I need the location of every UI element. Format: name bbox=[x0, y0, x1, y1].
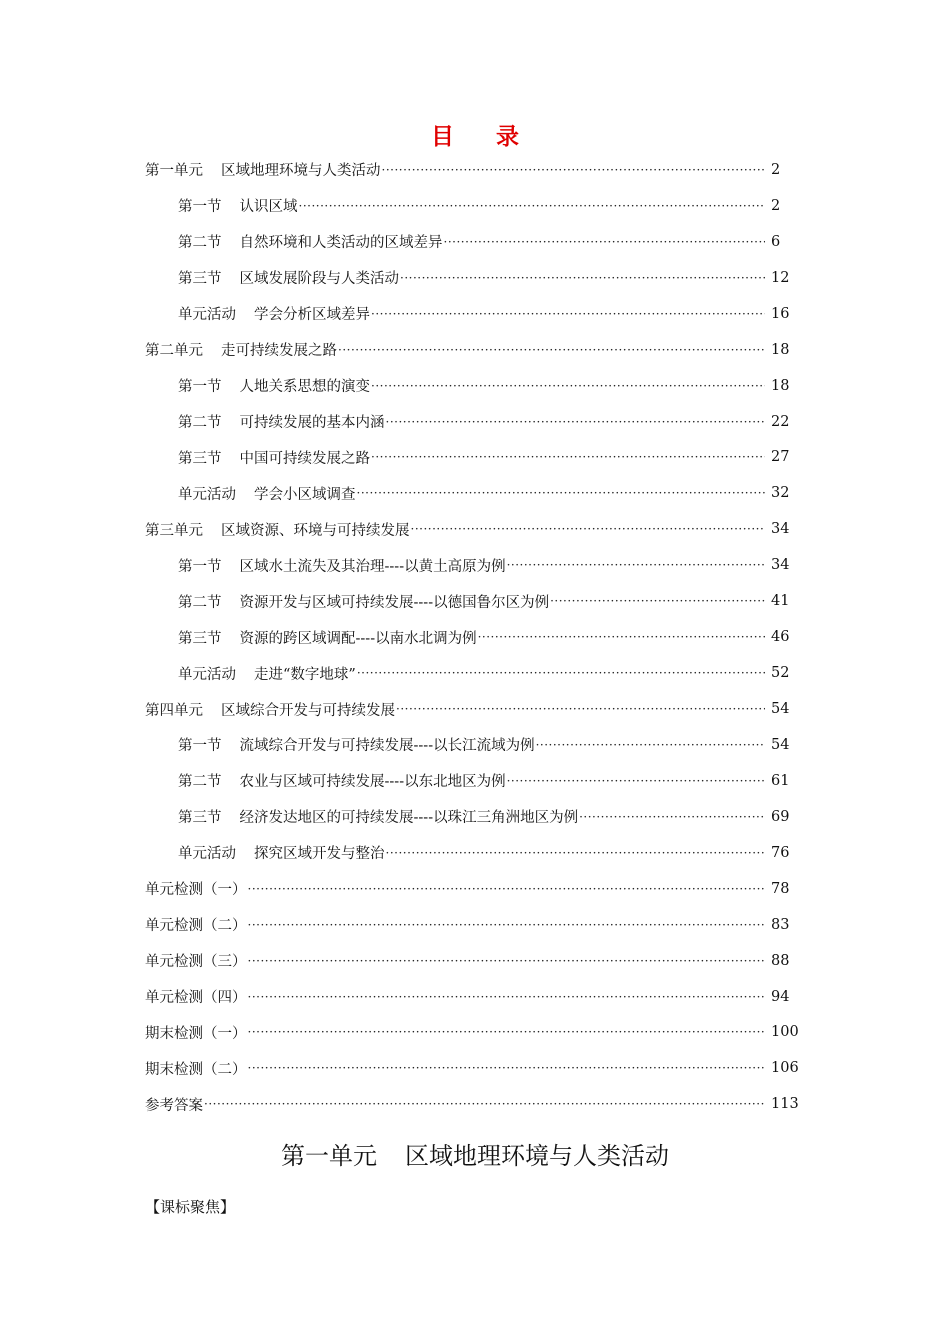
toc-dot-leader bbox=[248, 918, 766, 932]
toc-entry-text: 探究区域开发与整治 bbox=[254, 846, 385, 863]
toc-title bbox=[0, 118, 950, 151]
toc-entry-text: 自然环境和人类活动的区域差异 bbox=[239, 235, 443, 252]
toc-dot-leader bbox=[371, 450, 765, 464]
toc-entry-text: 单元检测（一） bbox=[145, 882, 247, 899]
toc-page-number: 18 bbox=[771, 341, 790, 358]
toc-dot-leader bbox=[411, 522, 766, 536]
toc-entry-label bbox=[178, 842, 385, 863]
toc-entry[interactable] bbox=[145, 943, 799, 979]
toc-entry-label bbox=[145, 1022, 247, 1043]
toc-entry[interactable] bbox=[145, 1015, 799, 1051]
toc-entry-number: 第一节 bbox=[178, 199, 222, 216]
toc-entry-text: 资源的跨区域调配----以南水北调为例 bbox=[239, 630, 477, 647]
toc-entry-label bbox=[178, 806, 578, 827]
toc-subentry[interactable] bbox=[145, 655, 799, 691]
toc-dot-leader bbox=[396, 702, 765, 716]
toc-entry-label bbox=[145, 950, 247, 971]
toc-entry-text: 中国可持续发展之路 bbox=[239, 450, 370, 467]
toc-entry-label bbox=[178, 555, 506, 576]
toc-dot-leader bbox=[204, 1097, 765, 1111]
toc-entry[interactable] bbox=[145, 332, 799, 368]
toc-dot-leader bbox=[536, 738, 765, 752]
toc-subentry[interactable] bbox=[145, 188, 799, 224]
toc-page-number: 12 bbox=[771, 269, 790, 286]
toc-dot-leader bbox=[400, 271, 765, 285]
toc-entry[interactable] bbox=[145, 871, 799, 907]
toc-entry-number: 第二节 bbox=[178, 235, 222, 252]
toc-dot-leader bbox=[371, 307, 765, 321]
toc-subentry[interactable] bbox=[145, 260, 799, 296]
unit-heading-number: 第一单元 bbox=[281, 1142, 377, 1170]
toc-entry[interactable] bbox=[145, 1086, 799, 1122]
toc-entry-text: 走进“数字地球” bbox=[254, 666, 356, 683]
toc-entry-number: 单元活动 bbox=[178, 486, 236, 503]
toc-entry-label bbox=[178, 663, 356, 684]
toc-subentry[interactable] bbox=[145, 296, 799, 332]
toc-entry[interactable] bbox=[145, 511, 799, 547]
toc-page-number: 61 bbox=[771, 772, 790, 789]
toc-page-number: 94 bbox=[771, 988, 790, 1005]
toc-entry[interactable] bbox=[145, 691, 799, 727]
toc-entry-number: 第三节 bbox=[178, 271, 222, 288]
toc-entry-label bbox=[145, 159, 381, 180]
toc-page-number: 22 bbox=[771, 413, 790, 430]
toc-entry-label bbox=[178, 627, 477, 648]
toc-entry-number: 第四单元 bbox=[145, 702, 203, 719]
toc-entry-label bbox=[145, 519, 410, 540]
toc-entry-label bbox=[145, 339, 337, 360]
unit-heading bbox=[0, 1136, 950, 1171]
toc-page-number: 18 bbox=[771, 377, 790, 394]
toc-entry-text: 资源开发与区域可持续发展----以德国鲁尔区为例 bbox=[239, 594, 550, 611]
toc-dot-leader bbox=[338, 343, 765, 357]
toc-entry[interactable] bbox=[145, 152, 799, 188]
toc-entry-label bbox=[145, 1094, 203, 1115]
toc-entry-number: 第一单元 bbox=[145, 163, 203, 180]
toc-entry-text: 区域综合开发与可持续发展 bbox=[221, 702, 395, 719]
toc-page-number: 100 bbox=[771, 1024, 799, 1041]
toc-page-number: 2 bbox=[771, 197, 781, 214]
toc-entry-text: 期末检测（二） bbox=[145, 1061, 247, 1078]
toc-entry-label bbox=[145, 1058, 247, 1079]
toc-entry-number: 第二单元 bbox=[145, 343, 203, 360]
toc-subentry[interactable] bbox=[145, 440, 799, 476]
toc-entry-label bbox=[178, 734, 535, 755]
toc-page-number: 69 bbox=[771, 808, 790, 825]
toc-entry-text: 学会小区域调查 bbox=[254, 486, 356, 503]
toc-entry-number: 第二节 bbox=[178, 774, 222, 791]
toc-dot-leader bbox=[507, 558, 765, 572]
toc-dot-leader bbox=[357, 666, 765, 680]
toc-entry-text: 走可持续发展之路 bbox=[221, 343, 337, 360]
toc-entry[interactable] bbox=[145, 907, 799, 943]
toc-entry-number: 第一节 bbox=[178, 558, 222, 575]
toc-entry-label bbox=[178, 447, 370, 468]
toc-title-char-2: 录 bbox=[496, 123, 519, 150]
toc-entry-text: 人地关系思想的演变 bbox=[239, 379, 370, 396]
toc-page-number: 113 bbox=[771, 1096, 799, 1113]
toc-page-number: 16 bbox=[771, 305, 790, 322]
toc-entry-number: 第一节 bbox=[178, 379, 222, 396]
toc-dot-leader bbox=[386, 415, 766, 429]
toc-page-number: 32 bbox=[771, 485, 790, 502]
toc-page-number: 76 bbox=[771, 844, 790, 861]
section-label: 【课标聚焦】 bbox=[145, 1198, 236, 1216]
toc-subentry[interactable] bbox=[145, 224, 799, 260]
toc-dot-leader bbox=[444, 235, 766, 249]
toc-entry-text: 经济发达地区的可持续发展----以珠江三角洲地区为例 bbox=[239, 810, 579, 827]
toc-dot-leader bbox=[507, 774, 765, 788]
toc-page-number: 83 bbox=[771, 916, 790, 933]
toc-entry-text: 期末检测（一） bbox=[145, 1025, 247, 1042]
toc-subentry[interactable] bbox=[145, 763, 799, 799]
toc-entry[interactable] bbox=[145, 1050, 799, 1086]
toc-subentry[interactable] bbox=[145, 547, 799, 583]
toc-entry-text: 可持续发展的基本内涵 bbox=[239, 415, 385, 432]
toc-entry-number: 第一节 bbox=[178, 738, 222, 755]
toc-page-number: 41 bbox=[771, 593, 790, 610]
toc-entry-text: 农业与区域可持续发展----以东北地区为例 bbox=[239, 774, 506, 791]
toc-page-number: 27 bbox=[771, 449, 790, 466]
toc-title-char-1: 目 bbox=[431, 123, 454, 150]
toc-entry-text: 流域综合开发与可持续发展----以长江流域为例 bbox=[239, 738, 535, 755]
toc-entry-label bbox=[145, 878, 247, 899]
toc-entry-text: 参考答案 bbox=[145, 1097, 203, 1114]
toc-page-number: 52 bbox=[771, 665, 790, 682]
toc-entry-label bbox=[178, 591, 549, 612]
toc-subentry[interactable] bbox=[145, 799, 799, 835]
toc-page-number: 54 bbox=[771, 736, 790, 753]
toc-entry-number: 第二节 bbox=[178, 415, 222, 432]
toc-dot-leader bbox=[478, 630, 765, 644]
toc-subentry[interactable] bbox=[145, 583, 799, 619]
unit-heading-text: 区域地理环境与人类活动 bbox=[405, 1142, 669, 1170]
toc-dot-leader bbox=[550, 594, 765, 608]
toc-entry-text: 学会分析区域差异 bbox=[254, 307, 370, 324]
toc-entry-number: 第二节 bbox=[178, 594, 222, 611]
toc-page-number: 78 bbox=[771, 880, 790, 897]
toc-entry-text: 单元检测（四） bbox=[145, 990, 247, 1007]
toc-dot-leader bbox=[248, 1025, 766, 1039]
toc-dot-leader bbox=[248, 882, 766, 896]
toc-page-number: 54 bbox=[771, 701, 790, 718]
toc-entry-text: 单元检测（三） bbox=[145, 954, 247, 971]
toc-entry-number: 单元活动 bbox=[178, 846, 236, 863]
toc-entry-label bbox=[178, 303, 370, 324]
toc-dot-leader bbox=[579, 810, 765, 824]
toc-page-number: 46 bbox=[771, 629, 790, 646]
toc-dot-leader bbox=[357, 486, 766, 500]
toc-page-number: 34 bbox=[771, 521, 790, 538]
toc-subentry[interactable] bbox=[145, 619, 799, 655]
toc-subentry[interactable] bbox=[145, 404, 799, 440]
toc-page-number: 106 bbox=[771, 1060, 799, 1077]
toc-entry-label bbox=[178, 195, 298, 216]
toc-subentry[interactable] bbox=[145, 835, 799, 871]
toc-dot-leader bbox=[248, 990, 766, 1004]
toc-entry-text: 区域地理环境与人类活动 bbox=[221, 163, 381, 180]
toc-entry-number: 第三节 bbox=[178, 630, 222, 647]
toc-entry-text: 区域水土流失及其治理----以黄土高原为例 bbox=[239, 558, 506, 575]
toc-entry-number: 单元活动 bbox=[178, 666, 236, 683]
toc-entry-text: 单元检测（二） bbox=[145, 918, 247, 935]
toc-entry-label bbox=[178, 770, 506, 791]
toc-dot-leader bbox=[299, 199, 766, 213]
toc-dot-leader bbox=[386, 846, 766, 860]
toc-entry-label bbox=[178, 411, 385, 432]
toc-entry-label bbox=[145, 914, 247, 935]
toc-entry-number: 第三节 bbox=[178, 810, 222, 827]
toc-dot-leader bbox=[248, 954, 766, 968]
toc-page-number: 6 bbox=[771, 233, 781, 250]
toc-entry-text: 区域发展阶段与人类活动 bbox=[239, 271, 399, 288]
toc-entry-text: 认识区域 bbox=[239, 199, 298, 216]
toc-entry-label bbox=[178, 483, 356, 504]
toc-entry[interactable] bbox=[145, 979, 799, 1015]
toc-dot-leader bbox=[371, 379, 765, 393]
toc-entry-label bbox=[178, 267, 399, 288]
toc-subentry[interactable] bbox=[145, 727, 799, 763]
toc-page-number: 2 bbox=[771, 161, 781, 178]
toc-entry-number: 第三单元 bbox=[145, 522, 203, 539]
toc-entry-label bbox=[178, 375, 370, 396]
toc-entry-text: 区域资源、环境与可持续发展 bbox=[221, 522, 410, 539]
toc-page-number: 88 bbox=[771, 952, 790, 969]
toc-entry-label bbox=[178, 231, 443, 252]
toc-dot-leader bbox=[382, 163, 766, 177]
toc-entry-label bbox=[145, 986, 247, 1007]
toc-page-number: 34 bbox=[771, 557, 790, 574]
toc-dot-leader bbox=[248, 1061, 766, 1075]
toc-subentry[interactable] bbox=[145, 368, 799, 404]
toc-subentry[interactable] bbox=[145, 475, 799, 511]
table-of-contents bbox=[145, 152, 799, 1122]
toc-entry-label bbox=[145, 699, 395, 720]
toc-entry-number: 第三节 bbox=[178, 450, 222, 467]
toc-entry-number: 单元活动 bbox=[178, 307, 236, 324]
